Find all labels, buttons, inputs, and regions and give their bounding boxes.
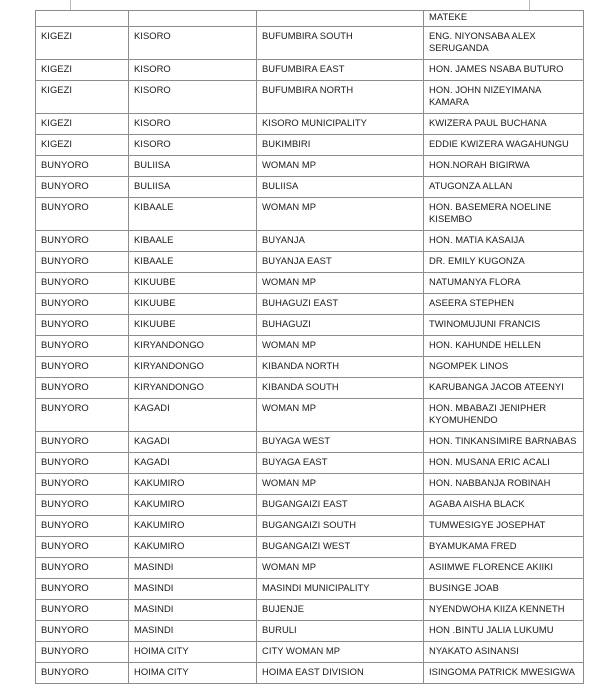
table-row	[36, 663, 584, 684]
region-cell: KIGEZI	[36, 81, 129, 114]
district-cell: BULIISA	[129, 156, 257, 177]
table-row	[36, 252, 584, 273]
constituency-cell: BUGANGAIZI WEST	[257, 537, 424, 558]
member-name-cell: HON. MATIA KASAIJA	[424, 231, 584, 252]
constituency-cell: WOMAN MP	[257, 156, 424, 177]
district-cell	[129, 11, 257, 27]
table-row	[36, 453, 584, 474]
member-name-cell: EDDIE KWIZERA WAGAHUNGU	[424, 135, 584, 156]
member-name-cell: ASEERA STEPHEN	[424, 294, 584, 315]
constituency-cell: WOMAN MP	[257, 399, 424, 432]
constituency-cell: BUHAGUZI	[257, 315, 424, 336]
table-row	[36, 156, 584, 177]
region-cell: BUNYORO	[36, 663, 129, 684]
district-cell: KAGADI	[129, 399, 257, 432]
member-name-cell: MATEKE	[424, 11, 584, 27]
region-cell: BUNYORO	[36, 336, 129, 357]
member-name-cell: HON. KAHUNDE HELLEN	[424, 336, 584, 357]
member-name-cell: NATUMANYA FLORA	[424, 273, 584, 294]
district-cell: KIKUUBE	[129, 273, 257, 294]
member-name-cell: HON. NABBANJA ROBINAH	[424, 474, 584, 495]
constituency-cell: KIBANDA NORTH	[257, 357, 424, 378]
member-name-cell: HON .BINTU JALIA LUKUMU	[424, 621, 584, 642]
region-cell: KIGEZI	[36, 114, 129, 135]
member-name-cell: HON. JAMES NSABA BUTURO	[424, 60, 584, 81]
district-cell: HOIMA CITY	[129, 642, 257, 663]
constituency-cell: BUYANJA	[257, 231, 424, 252]
region-cell: BUNYORO	[36, 357, 129, 378]
table-row	[36, 579, 584, 600]
constituency-cell: KISORO MUNICIPALITY	[257, 114, 424, 135]
table-row	[36, 642, 584, 663]
region-cell: BUNYORO	[36, 231, 129, 252]
region-cell: KIGEZI	[36, 27, 129, 60]
district-cell: KAKUMIRO	[129, 474, 257, 495]
district-cell: KIBAALE	[129, 198, 257, 231]
district-cell: KIRYANDONGO	[129, 378, 257, 399]
table-row	[36, 399, 584, 432]
district-cell: MASINDI	[129, 579, 257, 600]
region-cell: BUNYORO	[36, 177, 129, 198]
region-cell	[36, 11, 129, 27]
constituency-cell: BUGANGAIZI EAST	[257, 495, 424, 516]
member-name-cell: HON. JOHN NIZEYIMANA KAMARA	[424, 81, 584, 114]
district-cell: BULIISA	[129, 177, 257, 198]
member-name-cell: BUSINGE JOAB	[424, 579, 584, 600]
table-row	[36, 315, 584, 336]
constituency-cell: HOIMA EAST DIVISION	[257, 663, 424, 684]
district-cell: KISORO	[129, 114, 257, 135]
table-row	[36, 621, 584, 642]
constituency-cell: BUYAGA EAST	[257, 453, 424, 474]
constituency-cell: BUFUMBIRA SOUTH	[257, 27, 424, 60]
table-row	[36, 177, 584, 198]
constituency-cell: BUHAGUZI EAST	[257, 294, 424, 315]
district-cell: KIRYANDONGO	[129, 336, 257, 357]
constituency-cell: BUYAGA WEST	[257, 432, 424, 453]
member-name-cell: ATUGONZA ALLAN	[424, 177, 584, 198]
district-cell: KISORO	[129, 81, 257, 114]
region-cell: BUNYORO	[36, 621, 129, 642]
table-row	[36, 81, 584, 114]
table-row	[36, 294, 584, 315]
member-name-cell: NYAKATO ASINANSI	[424, 642, 584, 663]
region-cell: BUNYORO	[36, 156, 129, 177]
table-row	[36, 273, 584, 294]
district-cell: MASINDI	[129, 621, 257, 642]
member-name-cell: KARUBANGA JACOB ATEENYI	[424, 378, 584, 399]
region-cell: KIGEZI	[36, 60, 129, 81]
district-cell: KAGADI	[129, 432, 257, 453]
constituency-cell: BUJENJE	[257, 600, 424, 621]
district-cell: KAKUMIRO	[129, 537, 257, 558]
table-row	[36, 495, 584, 516]
constituency-cell: WOMAN MP	[257, 336, 424, 357]
table-row	[36, 135, 584, 156]
region-cell: BUNYORO	[36, 537, 129, 558]
constituency-cell: WOMAN MP	[257, 273, 424, 294]
district-cell: KISORO	[129, 135, 257, 156]
table-row	[36, 474, 584, 495]
member-name-cell: HON. MBABAZI JENIPHER KYOMUHENDO	[424, 399, 584, 432]
district-cell: KIRYANDONGO	[129, 357, 257, 378]
district-cell: KISORO	[129, 60, 257, 81]
table-row	[36, 432, 584, 453]
region-cell: BUNYORO	[36, 579, 129, 600]
region-cell: BUNYORO	[36, 474, 129, 495]
member-name-cell: AGABA AISHA BLACK	[424, 495, 584, 516]
region-cell: BUNYORO	[36, 516, 129, 537]
constituency-cell	[257, 11, 424, 27]
member-name-cell: ENG. NIYONSABA ALEX SERUGANDA	[424, 27, 584, 60]
district-cell: MASINDI	[129, 600, 257, 621]
constituency-cell: BUGANGAIZI SOUTH	[257, 516, 424, 537]
constituency-cell: KIBANDA SOUTH	[257, 378, 424, 399]
table-row	[36, 198, 584, 231]
table-row	[36, 600, 584, 621]
district-cell: KAGADI	[129, 453, 257, 474]
table-row	[36, 378, 584, 399]
table-row	[36, 537, 584, 558]
constituency-cell: BUYANJA EAST	[257, 252, 424, 273]
region-cell: KIGEZI	[36, 135, 129, 156]
district-cell: MASINDI	[129, 558, 257, 579]
constituency-cell: CITY WOMAN MP	[257, 642, 424, 663]
table-row	[36, 11, 584, 27]
mp-table	[35, 10, 584, 684]
constituency-cell: WOMAN MP	[257, 198, 424, 231]
mp-table-body	[36, 11, 584, 684]
district-cell: KAKUMIRO	[129, 516, 257, 537]
table-row	[36, 60, 584, 81]
region-cell: BUNYORO	[36, 495, 129, 516]
member-name-cell: BYAMUKAMA FRED	[424, 537, 584, 558]
page-edge-line	[70, 0, 71, 10]
region-cell: BUNYORO	[36, 378, 129, 399]
region-cell: BUNYORO	[36, 558, 129, 579]
region-cell: BUNYORO	[36, 642, 129, 663]
region-cell: BUNYORO	[36, 315, 129, 336]
district-cell: HOIMA CITY	[129, 663, 257, 684]
member-name-cell: HON.NORAH BIGIRWA	[424, 156, 584, 177]
region-cell: BUNYORO	[36, 198, 129, 231]
member-name-cell: HON. BASEMERA NOELINE KISEMBO	[424, 198, 584, 231]
constituency-cell: BURULI	[257, 621, 424, 642]
member-name-cell: ISINGOMA PATRICK MWESIGWA	[424, 663, 584, 684]
district-cell: KISORO	[129, 27, 257, 60]
constituency-cell: MASINDI MUNICIPALITY	[257, 579, 424, 600]
region-cell: BUNYORO	[36, 600, 129, 621]
constituency-cell: BUFUMBIRA EAST	[257, 60, 424, 81]
region-cell: BUNYORO	[36, 453, 129, 474]
table-row	[36, 516, 584, 537]
region-cell: BUNYORO	[36, 399, 129, 432]
district-cell: KAKUMIRO	[129, 495, 257, 516]
member-name-cell: KWIZERA PAUL BUCHANA	[424, 114, 584, 135]
district-cell: KIBAALE	[129, 231, 257, 252]
member-name-cell: HON. TINKANSIMIRE BARNABAS	[424, 432, 584, 453]
constituency-cell: WOMAN MP	[257, 558, 424, 579]
member-name-cell: DR. EMILY KUGONZA	[424, 252, 584, 273]
region-cell: BUNYORO	[36, 432, 129, 453]
member-name-cell: TWINOMUJUNI FRANCIS	[424, 315, 584, 336]
constituency-cell: WOMAN MP	[257, 474, 424, 495]
table-row	[36, 336, 584, 357]
region-cell: BUNYORO	[36, 294, 129, 315]
region-cell: BUNYORO	[36, 273, 129, 294]
constituency-cell: BUKIMBIRI	[257, 135, 424, 156]
table-row	[36, 231, 584, 252]
member-name-cell: NGOMPEK LINOS	[424, 357, 584, 378]
page-edge-line	[529, 0, 530, 10]
constituency-cell: BUFUMBIRA NORTH	[257, 81, 424, 114]
member-name-cell: ASIIMWE FLORENCE AKIIKI	[424, 558, 584, 579]
member-name-cell: TUMWESIGYE JOSEPHAT	[424, 516, 584, 537]
table-row	[36, 114, 584, 135]
table-row	[36, 558, 584, 579]
district-cell: KIKUUBE	[129, 315, 257, 336]
table-row	[36, 357, 584, 378]
member-name-cell: HON. MUSANA ERIC ACALI	[424, 453, 584, 474]
district-cell: KIKUUBE	[129, 294, 257, 315]
table-row	[36, 27, 584, 60]
district-cell: KIBAALE	[129, 252, 257, 273]
region-cell: BUNYORO	[36, 252, 129, 273]
member-name-cell: NYENDWOHA KIIZA KENNETH	[424, 600, 584, 621]
constituency-cell: BULIISA	[257, 177, 424, 198]
